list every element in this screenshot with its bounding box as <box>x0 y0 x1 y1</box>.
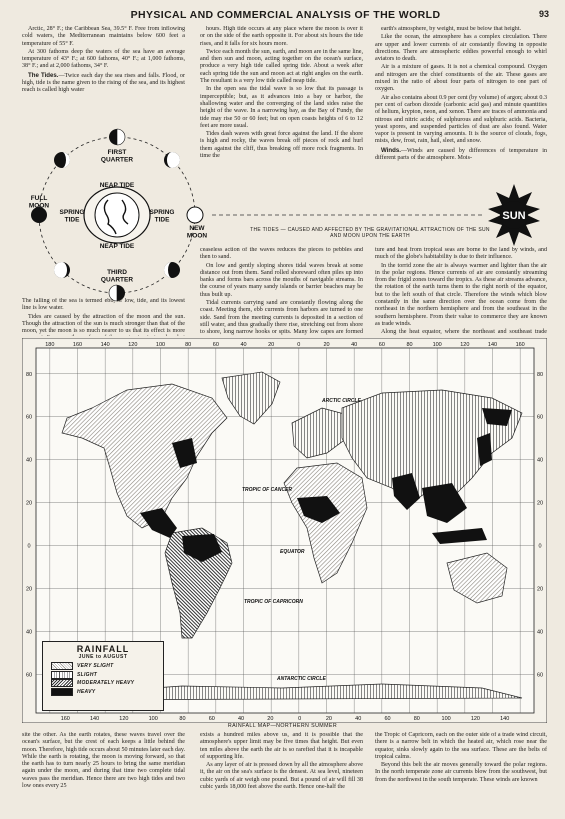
paragraph-text: ture and heat from tropical seas are borne to the land by winds, and much of the globe's habitability is due to their influence. <box>375 247 547 261</box>
label-antarctic-circle: ANTARCTIC CIRCLE <box>277 676 326 682</box>
paragraph <box>375 263 547 329</box>
moon-icon <box>54 262 70 278</box>
longitude-label: 40 <box>240 342 247 348</box>
legend-label: HEAVY <box>77 688 96 695</box>
column-2-bottom <box>200 732 363 816</box>
paragraph <box>22 314 185 336</box>
page-number: 93 <box>538 9 549 19</box>
latitude-label: 80 <box>25 371 33 378</box>
legend-label: VERY SLIGHT <box>77 663 114 670</box>
legend-subtitle: JUNE to AUGUST <box>78 654 128 660</box>
latitude-label: 20 <box>25 500 33 507</box>
legend-swatch <box>51 662 73 670</box>
latitude-label: 40 <box>536 629 544 636</box>
label-neap-tide-bottom: NEAP TIDE <box>99 243 135 250</box>
label-first-quarter: FIRST QUARTER <box>100 149 134 164</box>
paragraph <box>375 34 547 63</box>
longitude-label: 20 <box>325 716 333 722</box>
legend-label: MODERATELY HEAVY <box>77 680 135 687</box>
paragraph <box>200 49 363 85</box>
paragraph-text: Twice each month the sun, earth, and moon are in the same line, and then sun and moon, acting together on the ocean's surface, produce a very high tide called spring tide. About a week after each spring tide the sun and moon act at right angles on the earth. The resultant is a very low tide called neap tide. <box>200 48 363 85</box>
earth-globe <box>95 193 139 237</box>
paragraph-text: Beyond this belt the air moves generally toward the polar regions. In the north temperate zone air currents blow from the southwest, but from the northwest in the south temperate. These winds are known <box>375 762 547 783</box>
paragraph-text: Arctic, 28° F.; the Caribbean Sea, 39.5° F. Free from inflowing cold waters, the Mediterranean maintains below 600 feet a temperature of 55° F. <box>22 26 185 47</box>
paragraph <box>200 26 363 48</box>
section-heading: Winds. <box>381 146 401 154</box>
paragraph-text: —Winds are caused by differences of temperature in different parts of the atmosphere. Mois- <box>375 147 547 162</box>
paragraph-text: Tidal currents carrying sand are constantly flowing along the coast. Meeting them, ebb currents from harbors are turned to one side. Sand from the meeting currents is deposited in a section of still water, and thus gradually there rise, stretching out from shore to shore, long narrow hooks or spits. Many low capes are formed <box>200 300 363 336</box>
longitude-label: 60 <box>208 716 215 722</box>
paragraph-text: Along the heat equator, where the northeast and southeast trade <box>381 329 547 336</box>
paragraph-text: hours. High tide occurs at any place where the moon is over it or on the side of the earth opposite it. For about six hours the tide rises, and it falls for six hours more. <box>200 26 363 47</box>
legend-item-heavy <box>51 688 163 697</box>
longitude-label: 40 <box>355 716 362 722</box>
paragraph-text: exists a hundred miles above us, and it is possible that the atmosphere's upper limit may be five times that height. But even ten miles above the earth the air is so rarefied that it is incapable of supporting life. <box>200 732 363 760</box>
paragraph <box>22 72 185 95</box>
column-3-bottom <box>375 732 547 816</box>
label-neap-tide-top: NEAP TIDE <box>99 182 135 189</box>
legend-item-very-slight <box>51 662 163 671</box>
latitude-label: 20 <box>536 586 544 593</box>
latitude-label: 0 <box>538 543 542 550</box>
longitude-label: 80 <box>413 716 420 722</box>
paragraph <box>200 263 363 299</box>
legend-swatch <box>51 671 73 679</box>
paragraph-text: Air also contains about 0.9 per cent (by volume) of argon; about 0.3 per cent of carbon dioxide (carbonic acid gas) and minute quantities of helium, krypton, neon, and xenon. There are traces of ammonia and nitrous and nitric acids; of sulphurous and sulphuric acids. Bacteria, yeast spores, and suspended particles of dust are also found. Water vapor is present in varying amounts. It is the source of clouds, fogs, mists, dew, frost, rain, hail, sleet, and snow. <box>375 94 547 145</box>
rainfall-legend <box>42 641 164 711</box>
longitude-label: 120 <box>460 342 470 348</box>
latitude-label: 40 <box>25 629 33 636</box>
longitude-label: 140 <box>487 342 498 348</box>
longitude-label: 100 <box>432 342 442 348</box>
map-caption: RAINFALL MAP—NORTHERN SUMMER <box>227 723 338 729</box>
longitude-label: 0 <box>298 716 302 722</box>
column-1-middle <box>22 298 185 336</box>
legend-item-slight <box>51 671 163 680</box>
paragraph-text: The falling of the sea is termed ebb, or low, tide, and its lowest line is low water. <box>22 298 185 312</box>
latitude-label: 60 <box>536 672 544 679</box>
latitude-label: 0 <box>27 543 31 550</box>
latitude-label: 20 <box>25 586 33 593</box>
longitude-label: 60 <box>212 342 219 348</box>
paragraph <box>200 732 363 761</box>
longitude-label: 160 <box>60 716 70 722</box>
longitude-label: 20 <box>323 342 330 348</box>
moon-icon <box>164 262 180 278</box>
longitude-label: 0 <box>297 342 301 348</box>
label-spring-tide-right: SPRING TIDE <box>149 209 175 224</box>
latitude-label: 20 <box>536 500 544 507</box>
legend-item-moderately-heavy <box>51 679 163 688</box>
longitude-label: 180 <box>45 342 55 348</box>
paragraph <box>375 64 547 93</box>
longitude-label: 160 <box>72 342 83 348</box>
legend-swatch <box>51 688 73 696</box>
latitude-label: 60 <box>25 414 33 421</box>
latitude-label: 80 <box>536 371 544 378</box>
latitude-label: 60 <box>25 672 33 679</box>
paragraph <box>22 298 185 313</box>
longitude-label: 140 <box>100 342 110 348</box>
paragraph-text: In the torrid zone the air is always warmer and lighter than the air in the polar regions. Hence currents of air are constantly streaming from the frigid zones toward the tropics. As these air streams advance, the rotation of the earth turns them to the right north of the equator, but to the left south of that circle. Therefore the winds which blow constantly in the same direction over the ocean come from the northeast in the northern hemisphere and from the southeast in the southern hemisphere. From their value to commerce they are known as trade winds. <box>375 262 547 327</box>
longitude-label: 100 <box>441 716 451 722</box>
longitude-label: 100 <box>148 716 158 722</box>
label-tropic-of-cancer: TROPIC OF CANCER <box>242 487 292 493</box>
paragraph <box>375 247 547 262</box>
paragraph <box>200 300 363 336</box>
latitude-label: 40 <box>25 457 33 464</box>
section-heading: The Tides. <box>28 71 59 79</box>
paragraph <box>22 732 185 790</box>
tide-diagram-caption: THE TIDES — CAUSED AND AFFECTED BY THE GRAVITATIONAL ATTRACTION OF THE SUN AND MOON UPON THE EARTH <box>250 227 490 239</box>
longitude-label: 120 <box>470 716 481 722</box>
paragraph <box>375 329 547 336</box>
paragraph-text: —Twice each day the sea rises and falls. Flood, or high, tide is the name given to the rising of the sea, and its highest reach is called high water <box>22 72 185 94</box>
paragraph <box>22 49 185 71</box>
longitude-label: 20 <box>267 716 274 722</box>
longitude-label: 120 <box>119 716 129 722</box>
longitude-label: 140 <box>500 716 510 722</box>
latitude-label: 60 <box>536 414 544 421</box>
paragraph <box>375 762 547 784</box>
paragraph-text: the Tropic of Capricorn, each on the outer side of a trade wind circuit, there is a narrow belt in which the heated air, which rose near the equator, sinks slowly again to the sea surface. These are the belts of tropical calms. <box>375 732 547 760</box>
longitude-label: 60 <box>384 716 391 722</box>
sun-label: SUN <box>502 210 526 222</box>
longitude-label: 40 <box>351 342 358 348</box>
paragraph-text: At 300 fathoms deep the waters of the sea have an average temperature of 43° F.; at 600 fathoms, 40° F.; at 1,000 fathoms, 38° F.; and at 2,000 fathoms, 34° F. <box>22 48 185 70</box>
moon-icon <box>187 207 203 223</box>
label-arctic-circle: ARCTIC CIRCLE <box>322 398 361 404</box>
paragraph-text: ceaseless action of the waves reduces the pieces to pebbles and then to sand. <box>200 247 363 261</box>
paragraph <box>375 732 547 761</box>
label-third-quarter: THIRD QUARTER <box>100 269 134 284</box>
longitude-label: 160 <box>515 342 525 348</box>
legend-swatch <box>51 679 73 687</box>
paragraph-text: site the other. As the earth rotates, these waves travel over the ocean's surface, but the crest of each keeps a little behind the moon. Therefore, high tide occurs about 50 minutes later each day. While the earth is rotating, the moon is moving forward, so that the earth has to turn nearly 25 hours to bring the same meridian again under the moon, and during that time two complete tidal waves pass the meridian. Hence there are two high tides and two low ones every 25 <box>22 732 185 790</box>
moon-icon <box>164 152 180 168</box>
paragraph-text: On low and gently sloping shores tidal waves break at some distance out from them. Sand rolled shoreward often piles up into banks and forms bars across the mouths of navigable streams. In the course of years many sandy islands or barrier beaches may be thus built up. <box>200 262 363 298</box>
paragraph <box>375 26 547 33</box>
paragraph-text: earth's atmosphere, by weight, must be below that height. <box>381 26 522 32</box>
longitude-label: 80 <box>179 716 186 722</box>
label-tropic-of-capricorn: TROPIC OF CAPRICORN <box>244 599 303 605</box>
label-spring-tide-left: SPRING TIDE <box>59 209 85 224</box>
longitude-label: 100 <box>155 342 166 348</box>
longitude-label: 40 <box>237 716 245 722</box>
longitude-label: 20 <box>268 342 275 348</box>
longitude-label: 60 <box>378 342 385 348</box>
moon-icon <box>109 129 125 145</box>
paragraph-text: Air is a mixture of gases. It is not a chemical compound. Oxygen and nitrogen are the chief constituents of the air. These gases are mixed in the ratio of about four parts of nitrogen to one part of oxygen. <box>375 64 547 93</box>
page-header <box>22 9 549 23</box>
paragraph-text: As any layer of air is pressed down by all the atmosphere above it, the air on the sea's surface is the densest. At sea level, nineteen cubic yards of air weigh one pound. But a pound of air will fill 38 cubic yards 18,000 feet above the earth. Hence one-half the <box>200 762 363 791</box>
paragraph-text: Like the ocean, the atmosphere has a complex circulation. There are upper and lower currents of air constantly flowing in opposite directions. There are atmospheric eddies powerful enough to whirl aviators to death. <box>375 34 547 63</box>
paragraph-text: Tides are caused by the attraction of the moon and the sun. Though the attraction of the sun is much stronger than that of the moon, yet the moon is so much nearer to us that its effect is more <box>22 313 185 335</box>
column-1-bottom <box>22 732 185 816</box>
longitude-label: 80 <box>406 342 413 348</box>
column-3-middle <box>375 247 547 336</box>
label-new-moon: NEW MOON <box>186 225 208 240</box>
paragraph <box>200 247 363 262</box>
paragraph-text: Tides dash waves with great force against the land. If the shore is high and rocky, the waves break off pieces of rock and hurl them against the cliff, thus breaking off more rock fragments. In time the <box>200 131 363 160</box>
legend-label: SLIGHT <box>77 671 98 678</box>
moon-icon <box>54 152 70 168</box>
longitude-label: 80 <box>185 342 192 348</box>
label-equator: EQUATOR <box>280 549 305 555</box>
column-1-top <box>22 26 185 110</box>
latitude-label: 40 <box>536 457 544 464</box>
column-2-middle <box>200 247 363 336</box>
paragraph-text: In the open sea the tidal wave is so low that its passage is imperceptible; but, as it advances into a bay or harbor, the shallowing water and the converging of the land sides raise the height of the wave. In a narrowing bay, as the Bay of Fundy, the tide may rise 50 or 60 feet; but on open coasts heights of 6 to 12 feet are more usual. <box>200 86 363 129</box>
longitude-label: 140 <box>89 716 100 722</box>
paragraph <box>22 26 185 48</box>
legend-title: RAINFALL <box>76 644 130 654</box>
paragraph <box>200 762 363 791</box>
label-full-moon: FULL MOON <box>28 195 50 210</box>
longitude-label: 120 <box>128 342 138 348</box>
page-title: PHYSICAL AND COMMERCIAL ANALYSIS OF THE WORLD <box>130 9 441 21</box>
